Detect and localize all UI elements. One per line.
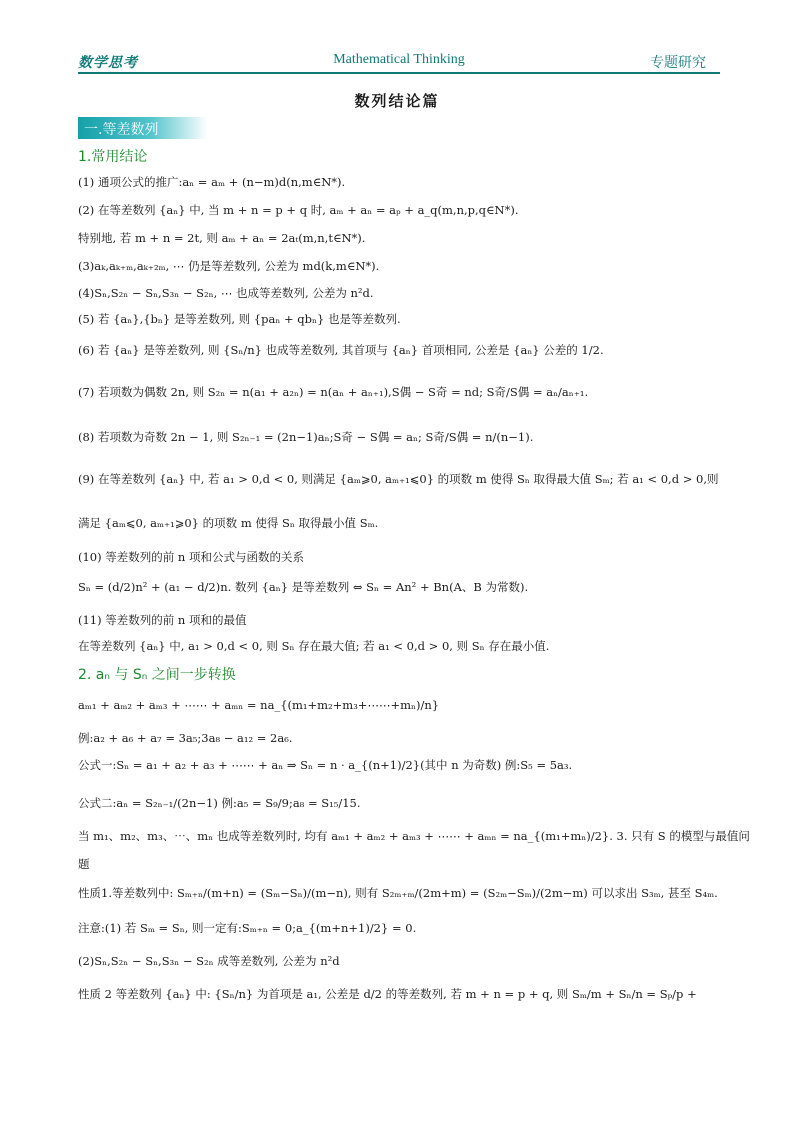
line-20: 当 m₁、m₂、m₃、⋯、mₙ 也成等差数列时, 均有 aₘ₁ + aₘ₂ + aₘ₃ + ⋯⋯ + aₘₙ = na_{(m₁+mₙ)/2}. 3. 只有 S 的模型与最值问 <box>78 829 750 843</box>
line-21: 题 <box>78 857 90 871</box>
line-17: 例:a₂ + a₆ + a₇ = 3a₅;3a₈ − a₁₂ = 2a₆. <box>78 731 293 745</box>
line-15: 在等差数列 {aₙ} 中, a₁ > 0,d < 0, 则 Sₙ 存在最大值; 若 a₁ < 0,d > 0, 则 Sₙ 存在最小值. <box>78 639 550 653</box>
line-13: Sₙ = (d/2)n² + (a₁ − d/2)n. 数列 {aₙ} 是等差数列 ⇔ Sₙ = An² + Bn(A、B 为常数). <box>78 580 529 594</box>
header-left: 数学思考 <box>78 55 138 71</box>
header-right: 专题研究 <box>650 55 706 71</box>
line-18: 公式一:Sₙ = a₁ + a₂ + a₃ + ⋯⋯ + aₙ ⇒ Sₙ = n · a_{(n+1)/2}(其中 n 为奇数) 例:S₅ = 5a₃. <box>78 758 573 772</box>
line-23: 注意:(1) 若 Sₘ = Sₙ, 则一定有:Sₘ₊ₙ = 0;a_{(m+n+1)/2} = 0. <box>78 921 417 935</box>
line-25: 性质 2 等差数列 {aₙ} 中: {Sₙ/n} 为首项是 a₁, 公差是 d/2 的等差数列, 若 m + n = p + q, 则 Sₘ/m + Sₙ/n = Sₚ/p + <box>78 987 697 1001</box>
line-3: 特别地, 若 m + n = 2t, 则 aₘ + aₙ = 2aₜ(m,n,t∈N*). <box>78 231 366 245</box>
section-banner <box>78 117 208 139</box>
line-6: (5) 若 {aₙ},{bₙ} 是等差数列, 则 {paₙ + qbₙ} 也是等差数列. <box>78 312 401 326</box>
doc-title: 数列结论篇 <box>354 92 440 110</box>
page-header <box>78 52 720 72</box>
line-19: 公式二:aₙ = S₂ₙ₋₁/(2n−1) 例:a₅ = S₉/9;a₈ = S₁₅/15. <box>78 796 361 810</box>
line-24: (2)Sₙ,S₂ₙ − Sₙ,S₃ₙ − S₂ₙ 成等差数列, 公差为 n²d <box>78 954 340 968</box>
line-5: (4)Sₙ,S₂ₙ − Sₙ,S₃ₙ − S₂ₙ, ⋯ 也成等差数列, 公差为 n²d. <box>78 286 374 300</box>
line-7: (6) 若 {aₙ} 是等差数列, 则 {Sₙ/n} 也成等差数列, 其首项与 {aₙ} 首项相同, 公差是 {aₙ} 公差的 1/2. <box>78 343 604 357</box>
section-title: 一.等差数列 <box>84 122 159 138</box>
header-center: Mathematical Thinking <box>333 52 465 67</box>
line-10: (9) 在等差数列 {aₙ} 中, 若 a₁ > 0,d < 0, 则满足 {aₘ⩾0, aₘ₊₁⩽0} 的项数 m 使得 Sₙ 取得最大值 Sₘ; 若 a₁ < 0,d > 0,则 <box>78 472 719 486</box>
line-22: 性质1.等差数列中: Sₘ₊ₙ/(m+n) = (Sₘ−Sₙ)/(m−n), 则有 S₂ₘ₊ₘ/(2m+m) = (S₂ₘ−Sₘ)/(2m−m) 可以求出 S₃ₘ, 甚至 S₄ₘ. <box>78 886 718 900</box>
line-8: (7) 若项数为偶数 2n, 则 S₂ₙ = n(a₁ + a₂ₙ) = n(aₙ + aₙ₊₁),S偶 − S奇 = nd; S奇/S偶 = aₙ/aₙ₊₁. <box>78 385 589 399</box>
line-2: (2) 在等差数列 {aₙ} 中, 当 m + n = p + q 时, aₘ + aₙ = aₚ + a_q(m,n,p,q∈N*). <box>78 203 519 217</box>
line-14: (11) 等差数列的前 n 项和的最值 <box>78 613 247 627</box>
subheading-1: 1.常用结论 <box>78 149 148 165</box>
line-1: (1) 通项公式的推广:aₙ = aₘ + (n−m)d(n,m∈N*). <box>78 175 346 189</box>
line-9: (8) 若项数为奇数 2n − 1, 则 S₂ₙ₋₁ = (2n−1)aₙ;S奇 − S偶 = aₙ; S奇/S偶 = n/(n−1). <box>78 430 534 444</box>
line-4: (3)aₖ,aₖ₊ₘ,aₖ₊₂ₘ, ⋯ 仍是等差数列, 公差为 md(k,m∈N*). <box>78 259 380 273</box>
subheading-2: 2. aₙ 与 Sₙ 之间一步转换 <box>78 667 236 683</box>
line-12: (10) 等差数列的前 n 项和公式与函数的关系 <box>78 550 304 564</box>
line-11: 满足 {aₘ⩽0, aₘ₊₁⩾0} 的项数 m 使得 Sₙ 取得最小值 Sₘ. <box>78 516 379 530</box>
header-rule <box>78 72 720 74</box>
line-16: aₘ₁ + aₘ₂ + aₘ₃ + ⋯⋯ + aₘₙ = na_{(m₁+m₂+m₃+⋯⋯+mₙ)/n} <box>78 698 440 712</box>
